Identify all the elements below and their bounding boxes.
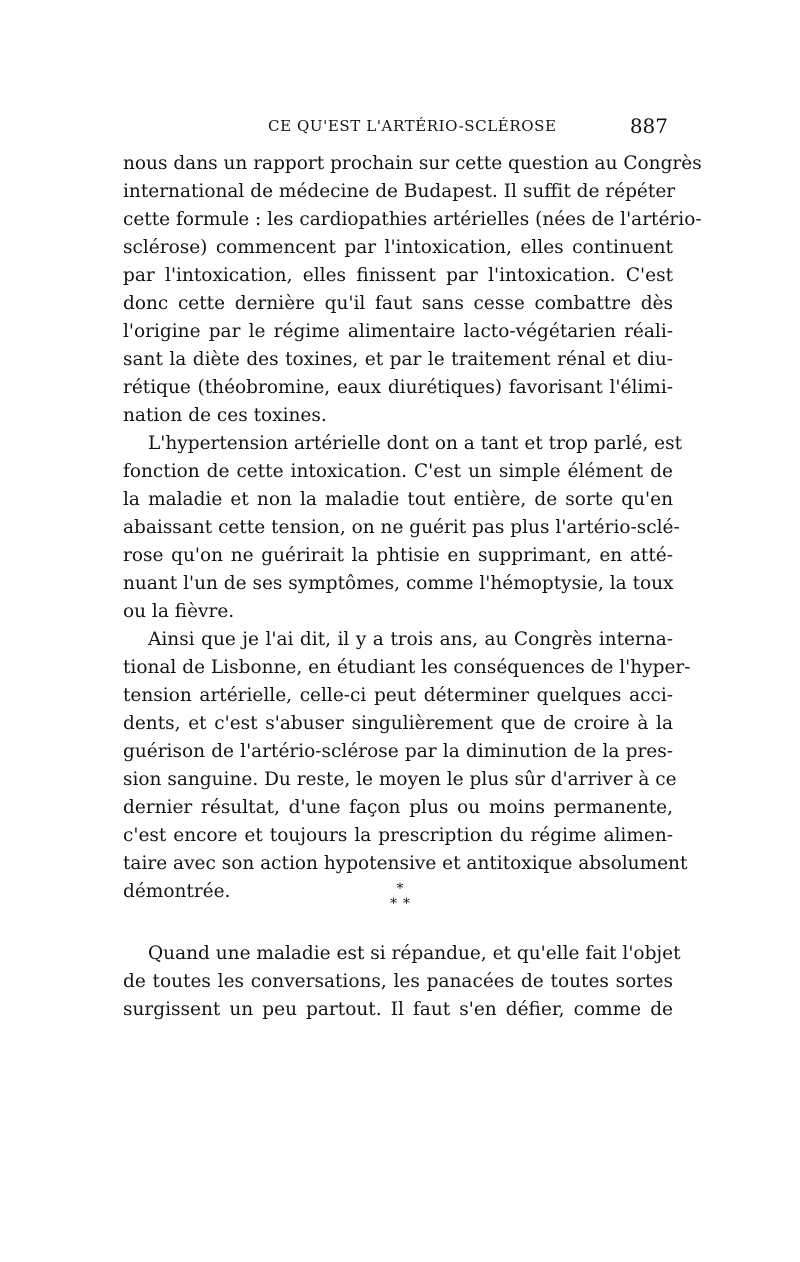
text-line: tional de Lisbonne, en étudiant les conséquences de l'hyper- — [123, 657, 691, 678]
text-line: la maladie et non la maladie tout entière, de sorte qu'en — [123, 489, 673, 510]
paragraph-1 — [123, 150, 702, 430]
text-line: dernier résultat, d'une façon plus ou moins permanente, — [123, 797, 673, 818]
text-line: L'hypertension artérielle dont on a tant et trop parlé, est — [148, 433, 683, 454]
text-line: de toutes les conversations, les panacées de toutes sortes — [123, 971, 673, 992]
text-line: donc cette dernière qu'il faut sans cesse combattre dès — [123, 293, 673, 314]
text-line: Ainsi que je l'ai dit, il y a trois ans, au Congrès interna- — [148, 629, 673, 650]
asterism-bottom: ** — [390, 896, 416, 912]
running-title: CE QU'EST L'ARTÉRIO-SCLÉROSE — [268, 117, 557, 135]
text-line: ou la fièvre. — [123, 601, 235, 622]
text-line: sant la diète des toxines, et par le traitement rénal et diu- — [123, 349, 673, 370]
text-line: Quand une maladie est si répandue, et qu'elle fait l'objet — [148, 943, 681, 964]
text-line: rétique (théobromine, eaux diurétiques) favorisant l'élimi- — [123, 377, 673, 398]
text-line: cette formule : les cardiopathies artérielles (nées de l'artério- — [123, 209, 702, 230]
page-header — [268, 114, 680, 143]
text-line: fonction de cette intoxication. C'est un simple élément de — [123, 461, 673, 482]
page-number: 887 — [629, 114, 668, 138]
text-line: dents, et c'est s'abuser singulièrement que de croire à la — [123, 713, 673, 734]
text-line: sion sanguine. Du reste, le moyen le plus sûr d'arriver à ce — [123, 769, 677, 790]
text-line: sclérose) commencent par l'intoxication, elles continuent — [123, 237, 673, 258]
text-line: nation de ces toxines. — [123, 405, 327, 426]
paragraph-3 — [123, 626, 691, 906]
text-line: international de médecine de Budapest. Il suffit de répéter — [123, 181, 676, 202]
text-line: abaissant cette tension, on ne guérit pas plus l'artério-sclé- — [123, 517, 680, 538]
main-text — [123, 150, 702, 906]
text-line: tension artérielle, celle-ci peut déterminer quelques acci- — [123, 685, 673, 706]
text-line: guérison de l'artério-sclérose par la diminution de la pres- — [123, 741, 673, 762]
text-line: rose qu'on ne guérirait la phtisie en supprimant, en atté- — [123, 545, 673, 566]
text-line: par l'intoxication, elles finissent par l'intoxication. C'est — [123, 265, 673, 286]
text-line: l'origine par le régime alimentaire lacto-végétarien réali- — [123, 321, 673, 342]
section-separator — [380, 882, 420, 922]
text-line: démontrée. — [123, 881, 231, 902]
text-line: nuant l'un de ses symptômes, comme l'hémoptysie, la toux — [123, 573, 674, 594]
text-line: c'est encore et toujours la prescription du régime alimen- — [123, 825, 673, 846]
text-line: nous dans un rapport prochain sur cette question au Congrès — [123, 153, 702, 174]
paragraph-2 — [123, 430, 683, 626]
asterism-top: * — [396, 881, 404, 897]
text-line: taire avec son action hypotensive et antitoxique absolument — [123, 853, 688, 874]
text-line: surgissent un peu partout. Il faut s'en défier, comme de — [123, 999, 673, 1020]
paragraph-4 — [123, 940, 681, 1024]
